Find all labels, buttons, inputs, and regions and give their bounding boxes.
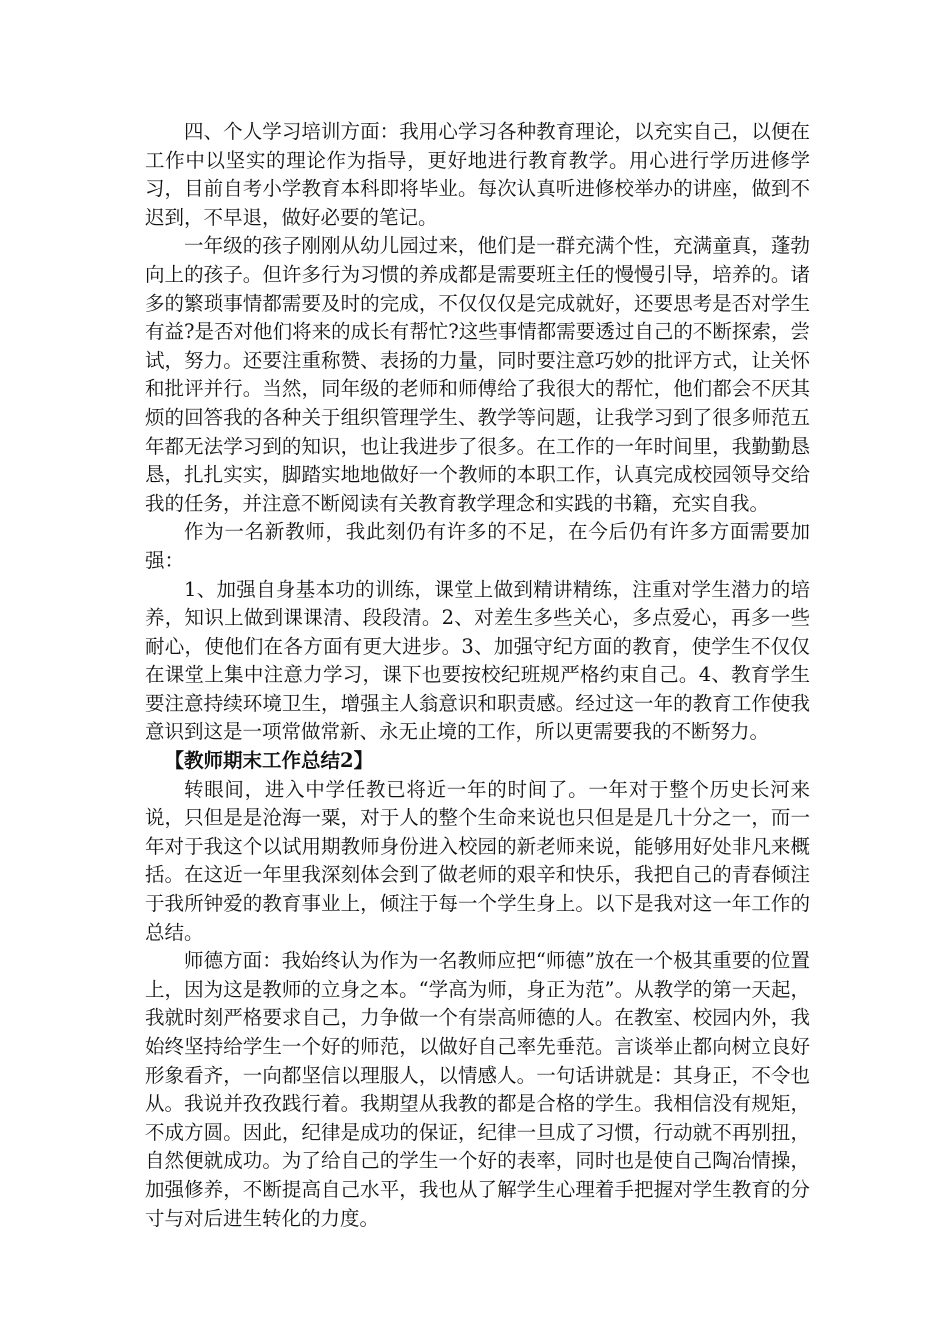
paragraph-personal-study: 四、个人学习培训方面：我用心学习各种教育理论，以充实自己，以便在工作中以坚实的理论作为指导，更好地进行教育教学。用心进行学历进修学习，目前自考小学教育本科即将毕业。每次认真听进修校举办的讲座，做到不迟到，不早退，做好必要的笔记。 bbox=[145, 120, 810, 229]
paragraph-teacher-ethics: 师德方面：我始终认为作为一名教师应把“师德”放在一个极其重要的位置上，因为这是教师的立身之本。“学高为师，身正为范”。从教学的第一天起，我就时刻严格要求自己，力争做一个有崇高师德的人。在教室、校园内外，我始终坚持给学生一个好的师范，以做好自己率先垂范。言谈举止都向树立良好形象看齐，一向都坚信以理服人，以情感人。一句话讲就是：其身正，不令也从。我说并孜孜践行着。我期望从我教的都是合格的学生。我相信没有规矩，不成方圆。因此，纪律是成功的保证，纪律一旦成了习惯，行动就不再别扭，自然便就成功。为了给自己的学生一个好的表率，同时也是使自己陶冶情操，加强修养，不断提高自己水平，我也从了解学生心理着手把握对学生教育的分寸与对后进生转化的力度。 bbox=[145, 949, 810, 1230]
paragraph-one-year: 转眼间，进入中学任教已将近一年的时间了。一年对于整个历史长河来说，只但是是沧海一粟，对于人的整个生命来说也只但是是几十分之一，而一年对于我这个以试用期教师身份进入校园的新老师来说，能够用好处非凡来概括。在这近一年里我深刻体会到了做老师的艰辛和快乐，我把自己的青春倾注于我所钟爱的教育事业上，倾注于每一个学生身上。以下是我对这一年工作的总结。 bbox=[145, 777, 810, 944]
paragraph-first-grade: 一年级的孩子刚刚从幼儿园过来，他们是一群充满个性，充满童真，蓬勃向上的孩子。但许多行为习惯的养成都是需要班主任的慢慢引导，培养的。诸多的繁琐事情都需要及时的完成，不仅仅仅是完成就好，还要思考是否对学生有益?是否对他们将来的成长有帮忙?这些事情都需要透过自己的不断探索，尝试，努力。还要注重称赞、表扬的力量，同时要注意巧妙的批评方式，让关怀和批评并行。当然，同年级的老师和师傅给了我很大的帮忙，他们都会不厌其烦的回答我的各种关于组织管理学生、教学等问题，让我学习到了很多师范五年都无法学习到的知识，也让我进步了很多。在工作的一年时间里，我勤勤恳恳，扎扎实实，脚踏实地地做好一个教师的本职工作，认真完成校园领导交给我的任务，并注意不断阅读有关教育教学理念和实践的书籍，充实自我。 bbox=[145, 234, 810, 515]
paragraph-new-teacher: 作为一名新教师，我此刻仍有许多的不足，在今后仍有许多方面需要加强： bbox=[145, 520, 810, 572]
document-page bbox=[145, 118, 810, 1233]
paragraph-improvement-list: 1、加强自身基本功的训练，课堂上做到精讲精练，注重对学生潜力的培养，知识上做到课课清、段段清。2、对差生多些关心，多点爱心，再多一些耐心，使他们在各方面有更大进步。3、加强守纪方面的教育，使学生不仅仅在课堂上集中注意力学习，课下也要按校纪班规严格约束自己。4、教育学生要注意持续环境卫生，增强主人翁意识和职责感。经过这一年的教育工作使我意识到这是一项常做常新、永无止境的工作，所以更需要我的不断努力。 bbox=[145, 577, 810, 744]
section-heading: 【教师期末工作总结2】 bbox=[164, 749, 374, 773]
